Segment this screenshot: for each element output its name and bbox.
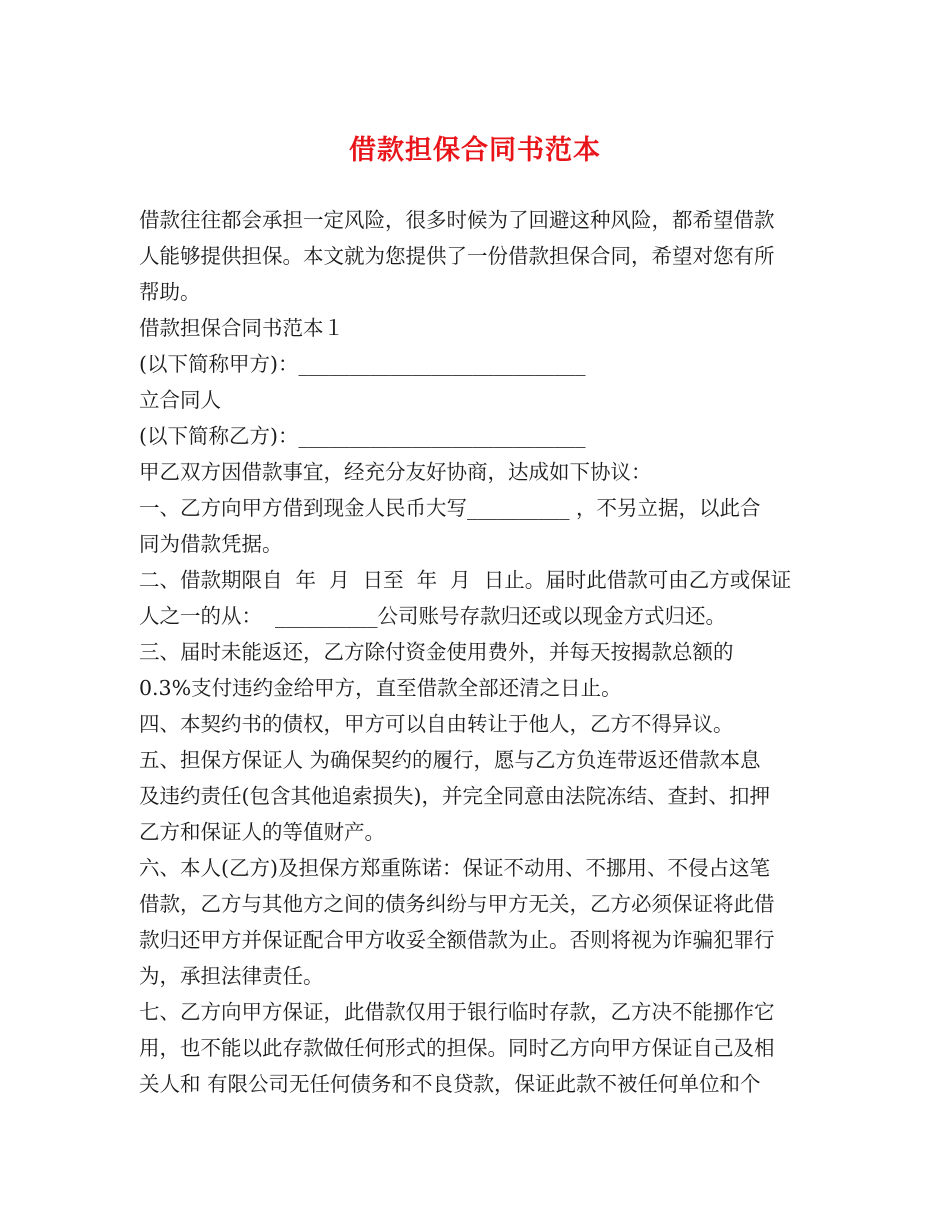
clause-line: 为，承担法律责任。 [139, 964, 324, 988]
clause-line: 三、届时未能返还，乙方除付资金使用费外，并每天按揭款总额的 [139, 640, 734, 664]
clause-line: 乙方和保证人的等值财产。 [139, 820, 385, 844]
party-a-line: (以下简称甲方)：____________________________ [139, 352, 586, 376]
body-line: 甲乙双方因借款事宜，经充分友好协商，达成如下协议： [139, 460, 652, 484]
body-line: 借款往往都会承担一定风险，很多时候为了回避这种风险，都希望借款 [139, 208, 775, 232]
clause-line: 二、借款期限自 年 月 日至 年 月 日止。届时此借款可由乙方或保证 [139, 568, 792, 592]
clause-line: 人之一的从： __________公司账号存款归还或以现金方式归还。 [139, 604, 727, 628]
clause-line: 借款，乙方与其他方之间的债务纠纷与甲方无关，乙方必须保证将此借 [139, 892, 775, 916]
clause-line: 四、本契约书的债权，甲方可以自由转让于他人，乙方不得异议。 [139, 712, 734, 736]
document-body [139, 202, 814, 1102]
section-heading: 借款担保合同书范本１ [139, 316, 344, 340]
clause-line: 七、乙方向甲方保证，此借款仅用于银行临时存款，乙方决不能挪作它 [139, 1000, 775, 1024]
body-line: 帮助。 [139, 280, 201, 304]
clause-line: 用，也不能以此存款做任何形式的担保。同时乙方向甲方保证自己及相 [139, 1036, 775, 1060]
body-line: 人能够提供担保。本文就为您提供了一份借款担保合同，希望对您有所 [139, 244, 775, 268]
contract-maker-line: 立合同人 [139, 388, 221, 412]
clause-line: 款归还甲方并保证配合甲方收妥全额借款为止。否则将视为诈骗犯罪行 [139, 928, 775, 952]
clause-line: 同为借款凭据。 [139, 532, 283, 556]
clause-line: 关人和 有限公司无任何债务和不良贷款，保证此款不被任何单位和个 [139, 1072, 761, 1096]
party-b-line: (以下简称乙方)：____________________________ [139, 424, 586, 448]
clause-line: 五、担保方保证人 为确保契约的履行，愿与乙方负连带返还借款本息 [139, 748, 761, 772]
clause-line: 一、乙方向甲方借到现金人民币大写__________ ，不另立据，以此合 [139, 496, 761, 520]
clause-line: 及违约责任(包含其他追索损失)，并完全同意由法院冻结、查封、扣押 [139, 784, 770, 808]
clause-line: 0.3%支付违约金给甲方，直至借款全部还清之日止。 [139, 676, 622, 700]
document-title: 借款担保合同书范本 [349, 135, 601, 166]
clause-line: 六、本人(乙方)及担保方郑重陈诺：保证不动用、不挪用、不侵占这笔 [139, 856, 770, 880]
